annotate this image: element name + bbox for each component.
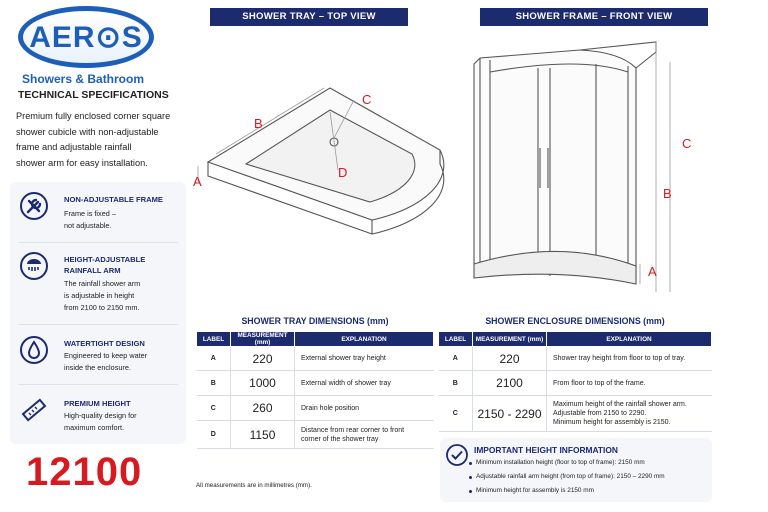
row-label: C	[439, 396, 473, 432]
important-item	[476, 473, 665, 480]
feature-title: PREMIUM HEIGHT	[64, 399, 131, 408]
row-label: B	[197, 371, 231, 396]
intro-line: shower cubicle with non-adjustable	[16, 126, 159, 137]
logo-text: AER⊙S	[29, 21, 143, 54]
product-number: 12100	[26, 450, 143, 494]
feature-line: Frame is fixed –	[64, 209, 116, 218]
feature-title: NON-ADJUSTABLE FRAME	[64, 195, 163, 204]
brand-logo	[18, 6, 154, 72]
table-row	[197, 396, 434, 421]
tray-label-a: A	[193, 174, 202, 189]
tray-view-header: SHOWER TRAY – TOP VIEW	[210, 8, 408, 26]
feature-line: inside the enclosure.	[64, 363, 131, 372]
table-row	[439, 347, 712, 371]
row-measurement: 220	[473, 347, 547, 371]
tray-label-d: D	[338, 165, 348, 180]
important-item	[476, 487, 594, 494]
header-measurement: MEASUREMENT (mm)	[473, 332, 547, 347]
important-item-text: Minimum height for assembly is 2150 mm	[476, 487, 594, 494]
tray-label-c: C	[362, 92, 372, 107]
explanation-line: Distance from rear corner to front	[301, 426, 405, 434]
row-explanation: Drain hole position	[295, 396, 434, 421]
brand-subtitle: Showers & Bathroom	[22, 72, 145, 86]
feature-item	[10, 246, 186, 312]
row-measurement: 2150 - 2290	[473, 396, 547, 432]
feature-line: The rainfall shower arm	[64, 279, 141, 288]
frame-label-b: B	[663, 186, 672, 201]
intro-line: shower arm for easy installation.	[16, 157, 148, 168]
header-measurement: MEASUREMENT (mm)	[231, 332, 295, 347]
feature-title: HEIGHT-ADJUSTABLE RAINFALL ARM	[64, 255, 146, 275]
explanation-line: Maximum height of the rainfall shower arm.	[553, 401, 687, 408]
enclosure-table-title: SHOWER ENCLOSURE DIMENSIONS (mm)	[485, 316, 665, 326]
features-panel	[10, 182, 186, 444]
row-explanation: From floor to top of the frame.	[547, 371, 712, 396]
table-row	[439, 371, 712, 396]
row-label: A	[197, 347, 231, 371]
explanation-line: corner of the shower tray	[301, 435, 379, 443]
important-item-text: Minimum installation height (floor to top of frame): 2150 mm	[476, 459, 645, 466]
row-explanation: External shower tray height	[295, 347, 434, 371]
row-measurement: 2100	[473, 371, 547, 396]
tray-table-title: SHOWER TRAY DIMENSIONS (mm)	[241, 316, 389, 326]
feature-line: maximum comfort.	[64, 423, 125, 432]
intro-text	[16, 109, 188, 171]
feature-text	[64, 410, 182, 434]
row-measurement: 1150	[231, 421, 295, 449]
row-explanation	[547, 396, 712, 432]
enclosure-dimensions-table	[438, 331, 712, 432]
header-label: LABEL	[439, 332, 473, 347]
frame-label-c: C	[682, 136, 692, 151]
shower-tray-diagram	[190, 70, 470, 248]
table-row	[197, 371, 434, 396]
explanation-line: Adjustable from 2150 to 2290.	[553, 410, 647, 417]
divider	[18, 324, 178, 325]
row-measurement: 260	[231, 396, 295, 421]
table-row	[439, 396, 712, 432]
header-label: LABEL	[197, 332, 231, 347]
feature-line: Engineered to keep water	[64, 351, 148, 360]
row-label: D	[197, 421, 231, 449]
feature-title: WATERTIGHT DESIGN	[64, 339, 145, 348]
feature-text	[64, 278, 182, 314]
feature-text	[64, 208, 182, 232]
row-label: A	[439, 347, 473, 371]
feature-item	[10, 390, 186, 452]
feature-item	[10, 330, 186, 392]
divider	[18, 242, 178, 243]
tools-icon	[20, 192, 48, 220]
row-explanation	[295, 421, 434, 449]
feature-text	[64, 350, 182, 374]
feature-line: not adjustable.	[64, 221, 112, 230]
feature-line: from 2100 to 2150 mm.	[64, 303, 140, 312]
frame-view-header: SHOWER FRAME – FRONT VIEW	[480, 8, 708, 26]
water-drop-icon	[20, 336, 48, 364]
tray-dimensions-table	[196, 331, 434, 449]
intro-line: frame and adjustable rainfall	[16, 142, 132, 152]
row-label: C	[197, 396, 231, 421]
explanation-line: Minimum height for assembly is 2150.	[553, 419, 671, 426]
shower-frame-diagram	[460, 28, 710, 308]
feature-line: High-quality design for	[64, 411, 137, 420]
header-explanation: EXPLANATION	[547, 332, 712, 347]
frame-label-a: A	[648, 264, 657, 279]
rainfall-shower-icon	[20, 252, 48, 280]
row-measurement: 220	[231, 347, 295, 371]
measurement-note: All measurements are in millimetres (mm).	[196, 482, 312, 489]
row-explanation: External width of shower tray	[295, 371, 434, 396]
feature-item	[10, 186, 186, 248]
intro-line: Premium fully enclosed corner square	[16, 111, 171, 121]
row-measurement: 1000	[231, 371, 295, 396]
divider	[18, 384, 178, 385]
tech-specs-title: TECHNICAL SPECIFICATIONS	[18, 89, 169, 101]
table-row	[197, 347, 434, 371]
table-row	[197, 421, 434, 449]
row-label: B	[439, 371, 473, 396]
header-explanation: EXPLANATION	[295, 332, 434, 347]
check-circle-icon	[446, 444, 468, 466]
tray-label-b: B	[254, 116, 263, 131]
ruler-icon	[20, 396, 48, 424]
important-item-text: Adjustable rainfall arm height (from top of frame): 2150 – 2290 mm	[476, 473, 665, 480]
feature-line: is adjustable in height	[64, 291, 135, 300]
important-item	[476, 459, 645, 466]
row-explanation: Shower tray height from floor to top of tray.	[547, 347, 712, 371]
important-height-box	[440, 438, 712, 502]
important-title: IMPORTANT HEIGHT INFORMATION	[474, 445, 618, 455]
